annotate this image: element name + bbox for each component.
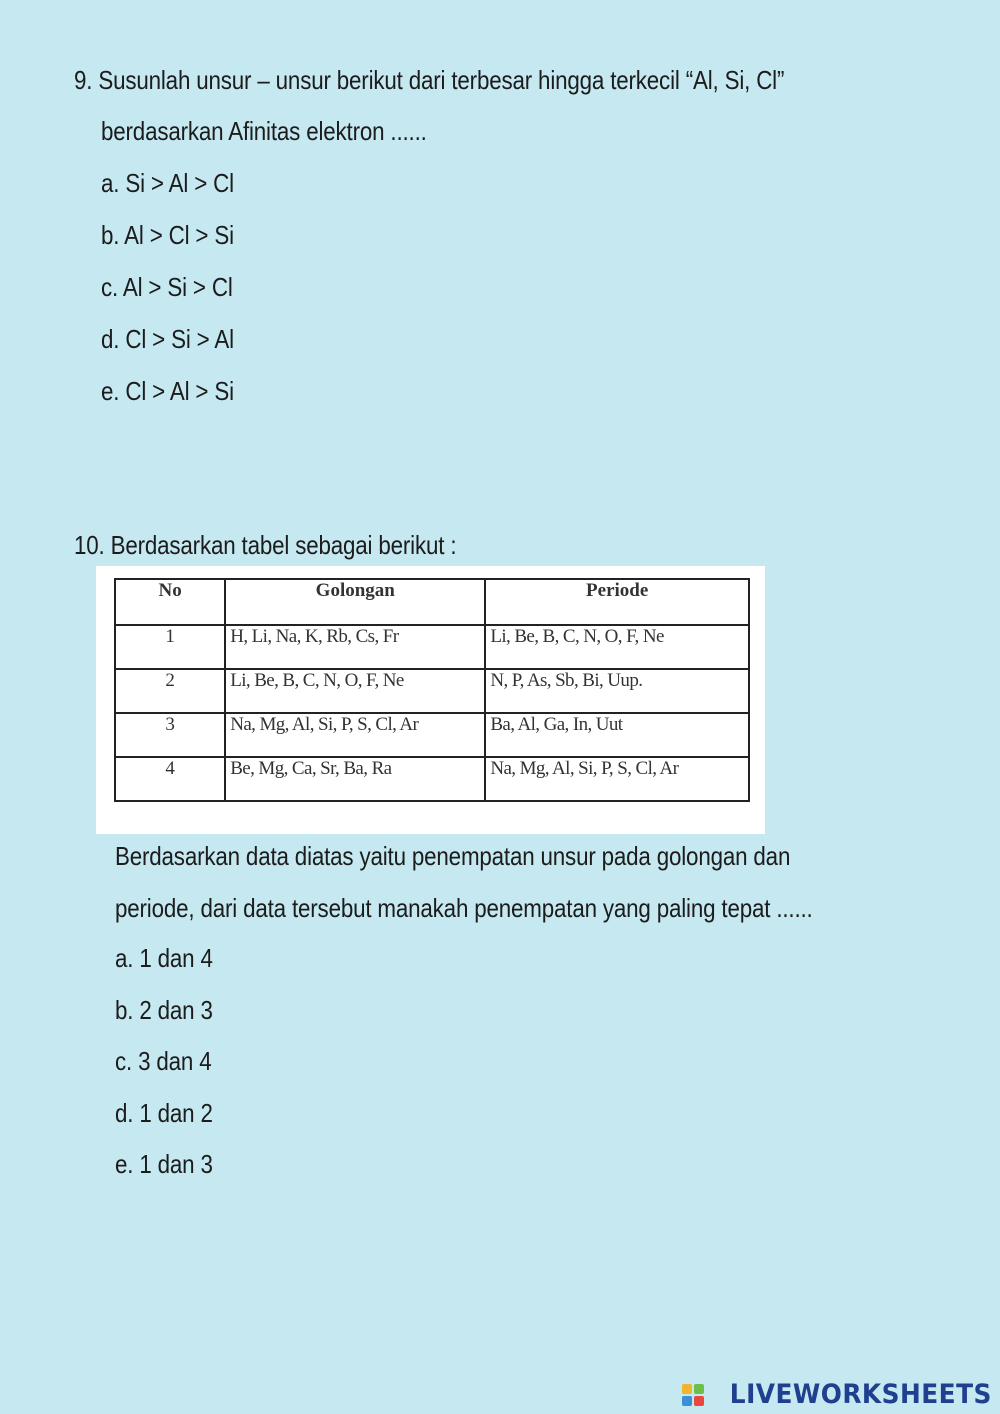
question-10-option-c[interactable]: c. 3 dan 4 [115, 1046, 212, 1076]
question-10-option-d[interactable]: d. 1 dan 2 [115, 1098, 213, 1128]
row-number: 4 [115, 757, 225, 801]
liveworksheets-logo [682, 1379, 992, 1410]
question-10-body-line-1: Berdasarkan data diatas yaitu penempatan unsur pada golongan dan [115, 841, 791, 871]
golongan-cell: Be, Mg, Ca, Sr, Ba, Ra [225, 757, 485, 801]
row-number: 1 [115, 625, 225, 669]
question-9-title: 9. Susunlah unsur – unsur berikut dari terbesar hingga terkecil “Al, Si, Cl” [74, 65, 785, 95]
question-9-option-b[interactable]: b. Al > Cl > Si [101, 220, 234, 250]
question-9-continuation: berdasarkan Afinitas elektron ...... [101, 116, 427, 146]
table-row [115, 713, 749, 757]
periode-cell: Na, Mg, Al, Si, P, S, Cl, Ar [485, 757, 749, 801]
golongan-cell: H, Li, Na, K, Rb, Cs, Fr [225, 625, 485, 669]
periode-cell: N, P, As, Sb, Bi, Uup. [485, 669, 749, 713]
element-table-image [96, 566, 765, 834]
liveworksheets-logo-icon [682, 1384, 704, 1406]
question-10-body-line-2: periode, dari data tersebut manakah penempatan yang paling tepat ...... [115, 893, 813, 923]
table-row [115, 669, 749, 713]
logo-square-icon [682, 1396, 692, 1406]
logo-square-icon [694, 1396, 704, 1406]
logo-text: LIVEWORKSHEETS [729, 1379, 992, 1410]
question-9-option-c[interactable]: c. Al > Si > Cl [101, 272, 233, 302]
table-row [115, 625, 749, 669]
golongan-cell: Na, Mg, Al, Si, P, S, Cl, Ar [225, 713, 485, 757]
element-table [114, 578, 750, 802]
table-row [115, 757, 749, 801]
question-10-option-a[interactable]: a. 1 dan 4 [115, 943, 213, 973]
row-number: 2 [115, 669, 225, 713]
table-header-row [115, 579, 749, 625]
periode-cell: Li, Be, B, C, N, O, F, Ne [485, 625, 749, 669]
question-9-option-a[interactable]: a. Si > Al > Cl [101, 168, 234, 198]
question-9-option-e[interactable]: e. Cl > Al > Si [101, 376, 234, 406]
golongan-cell: Li, Be, B, C, N, O, F, Ne [225, 669, 485, 713]
periode-cell: Ba, Al, Ga, In, Uut [485, 713, 749, 757]
header-no: No [115, 579, 225, 625]
question-9-option-d[interactable]: d. Cl > Si > Al [101, 324, 234, 354]
header-golongan: Golongan [225, 579, 485, 625]
row-number: 3 [115, 713, 225, 757]
logo-square-icon [682, 1384, 692, 1394]
question-10-option-b[interactable]: b. 2 dan 3 [115, 995, 213, 1025]
header-periode: Periode [485, 579, 749, 625]
logo-square-icon [694, 1384, 704, 1394]
question-10-option-e[interactable]: e. 1 dan 3 [115, 1149, 213, 1179]
question-10-title: 10. Berdasarkan tabel sebagai berikut : [74, 530, 457, 560]
